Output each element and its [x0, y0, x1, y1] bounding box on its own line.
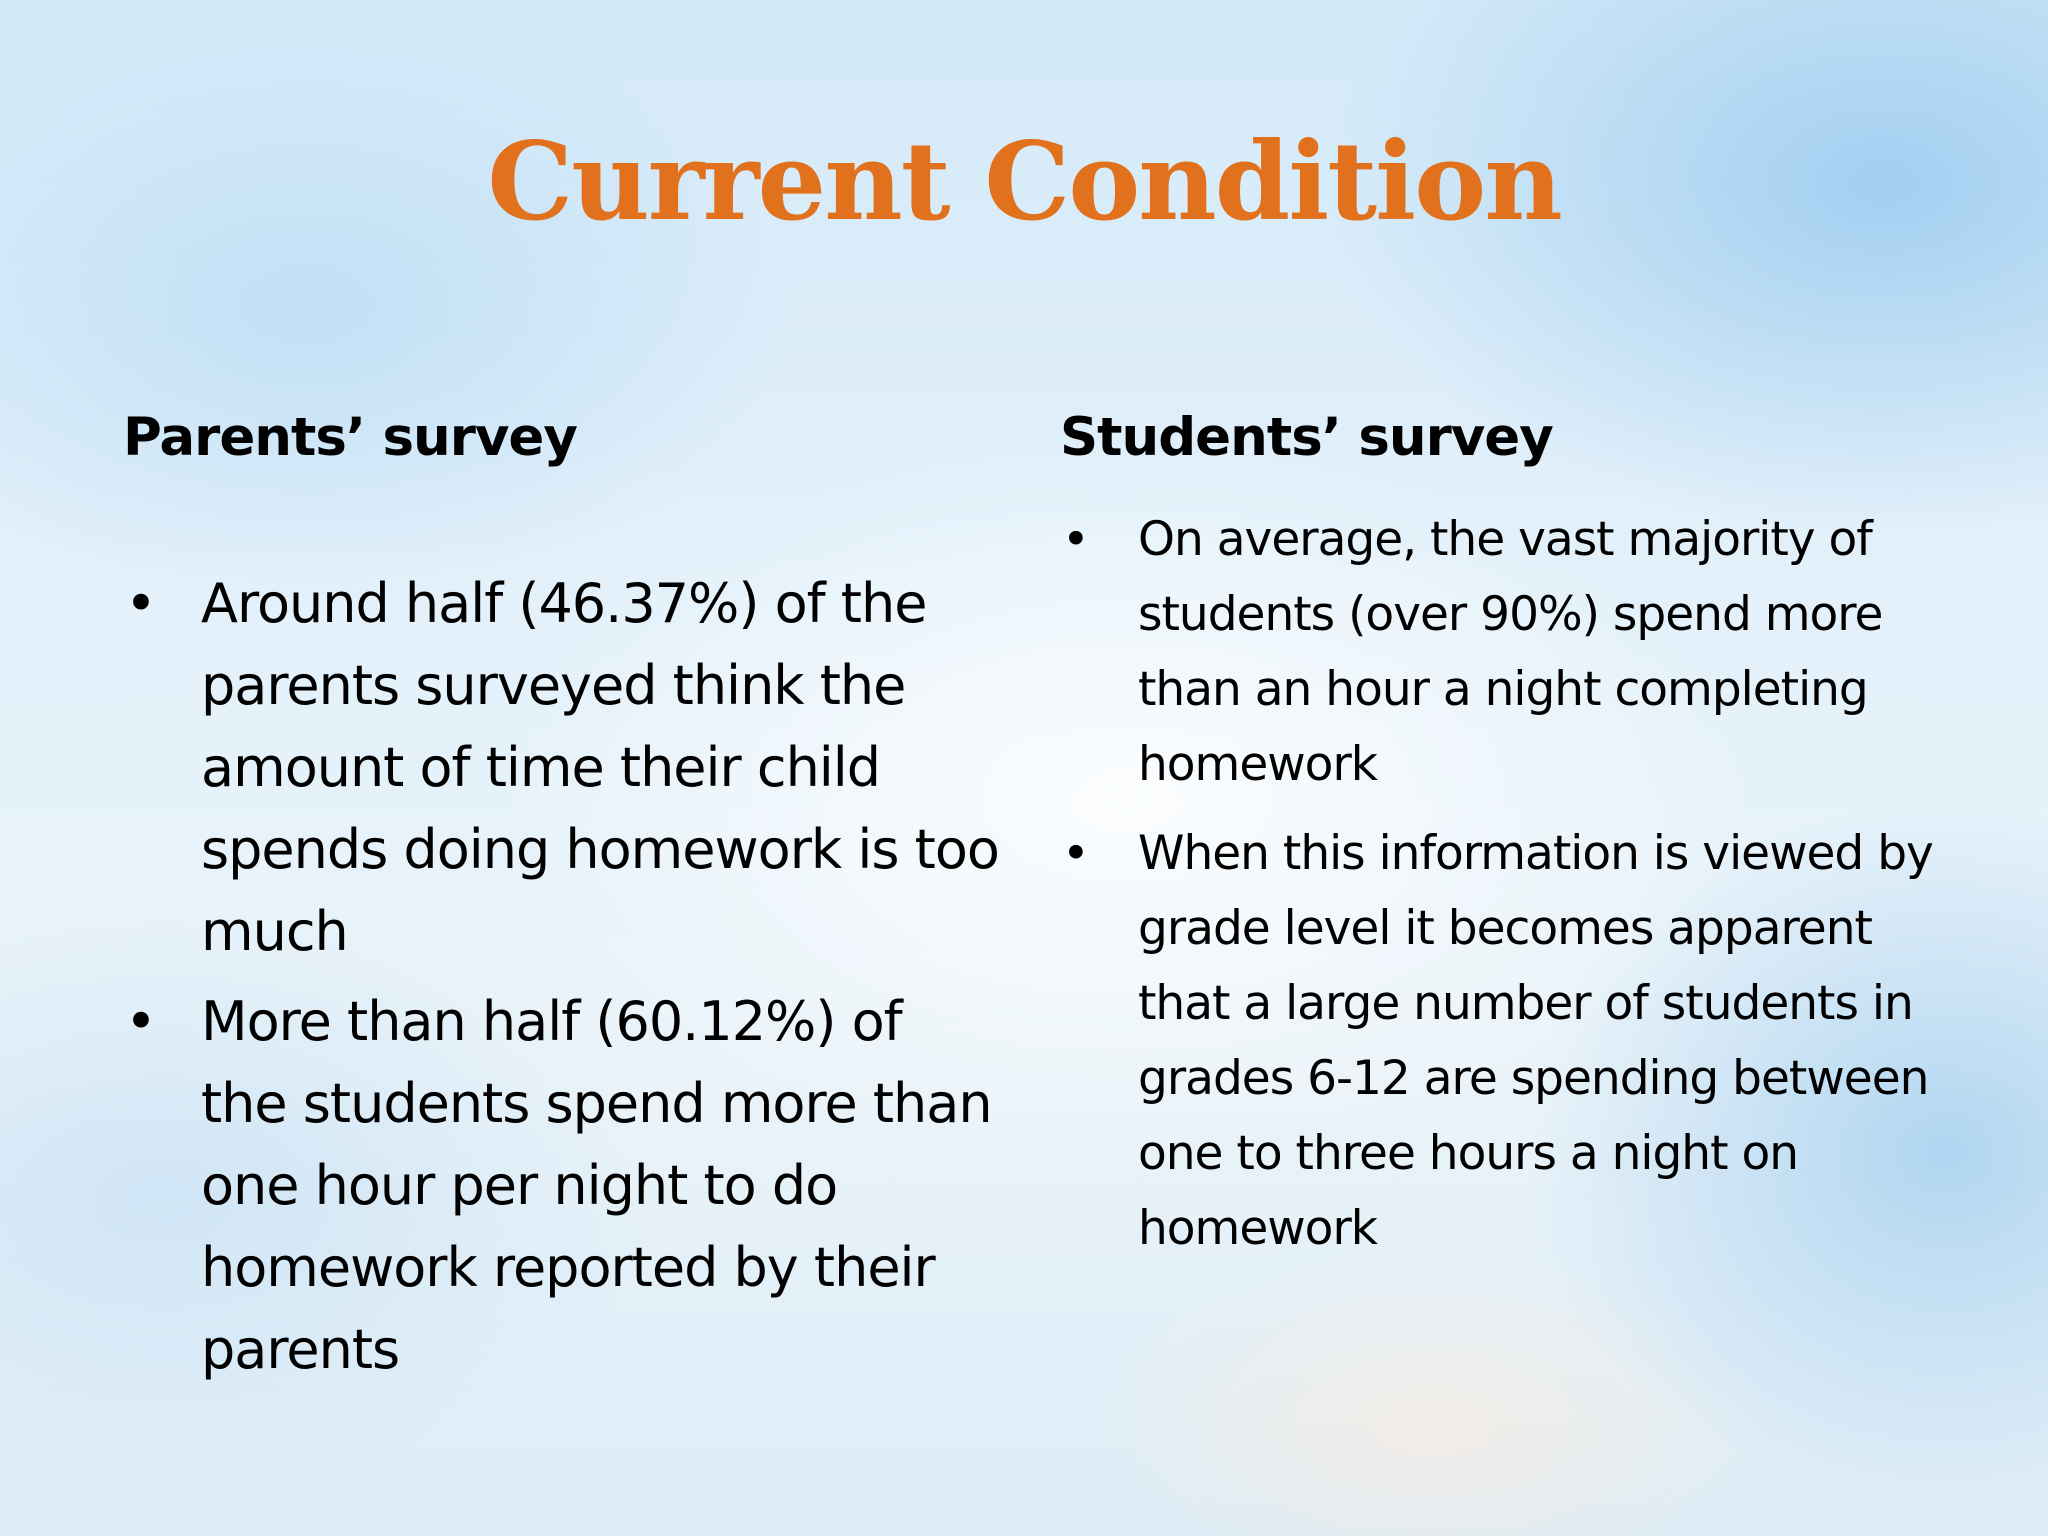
parents-survey-bullets: [123, 563, 1003, 1391]
bullet-icon: •: [125, 990, 156, 1053]
bullet-icon: •: [1062, 826, 1089, 881]
bullet-item: [123, 981, 1003, 1391]
bullet-text: Around half (46.37%) of the parents surveyed think the amount of time their child spends doing homework is too much: [201, 572, 999, 963]
parents-survey-column: [123, 400, 1003, 1391]
bullet-text: More than half (60.12%) of the students spend more than one hour per night to do homework reported by their parents: [201, 990, 992, 1381]
bullet-text: On average, the vast majority of students (over 90%) spend more than an hour a night completing homework: [1138, 512, 1883, 792]
bullet-item: [1060, 816, 1940, 1266]
slide-title: Current Condition: [487, 119, 1561, 245]
bullet-icon: •: [1062, 512, 1089, 567]
bullet-item: [1060, 502, 1940, 802]
students-survey-bullets: [1060, 502, 1940, 1266]
students-survey-heading: Students’ survey: [1060, 407, 1553, 468]
students-survey-column: [1060, 400, 1940, 1266]
parents-survey-heading: Parents’ survey: [123, 407, 577, 468]
bullet-text: When this information is viewed by grade level it becomes apparent that a large number of students in grades 6-12 are spending between one to three hours a night on homework: [1138, 826, 1933, 1256]
bullet-item: [123, 563, 1003, 973]
bullet-icon: •: [125, 572, 156, 635]
